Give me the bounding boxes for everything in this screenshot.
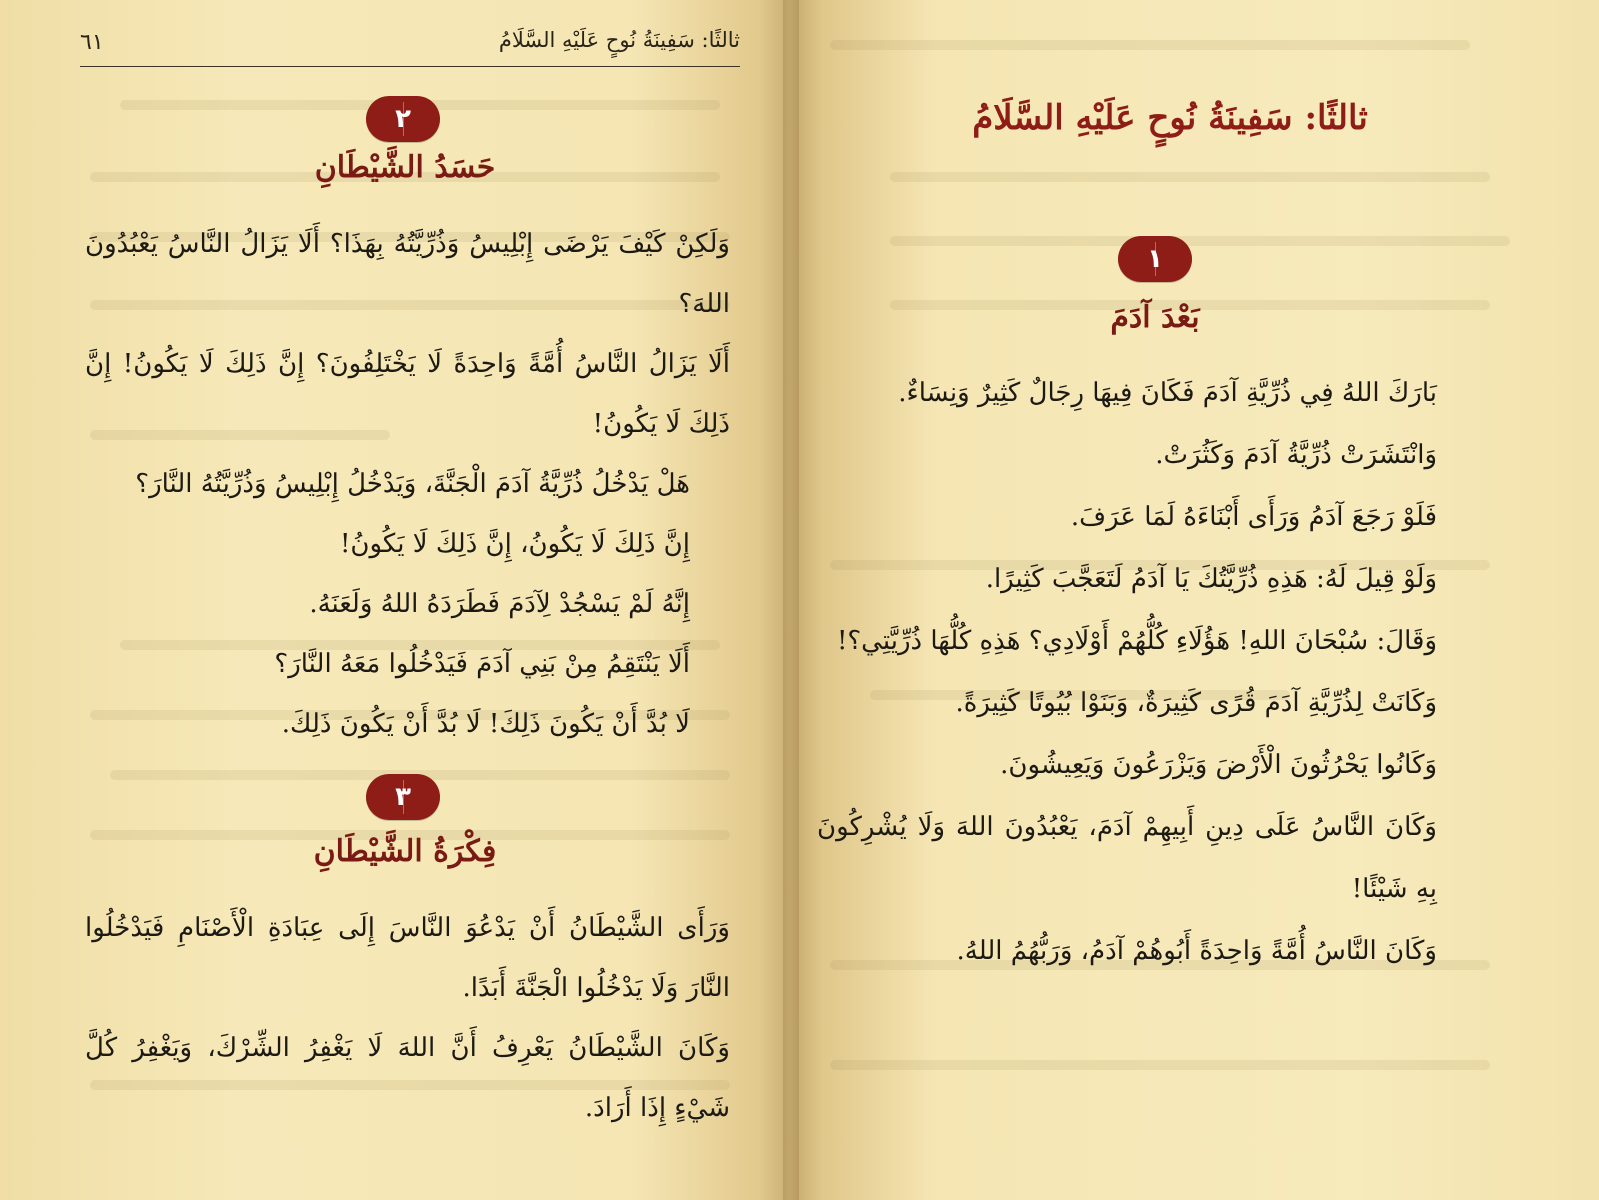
header-rule: [80, 66, 740, 67]
paragraph: لَا بُدَّ أَنْ يَكُونَ ذَلِكَ! لَا بُدَّ أَنْ يَكُونَ ذَلِكَ.: [281, 709, 690, 739]
paragraph: إِنَّ ذَلِكَ لَا يَكُونُ، إِنَّ ذَلِكَ لَا يَكُونُ!: [339, 529, 690, 559]
paragraph: وَلَوْ قِيلَ لَهُ: هَذِهِ ذُرِّيَّتُكَ يَا آدَمُ لَتَعَجَّبَ كَثِيرًا.: [985, 564, 1437, 594]
section-heading: بَعْدَ آدَمَ: [1110, 300, 1200, 335]
show-through-text: [830, 40, 1470, 50]
show-through-text: [830, 1060, 1490, 1070]
section-number-badge: ١: [1118, 236, 1192, 282]
paragraph: وَكَانَ النَّاسُ أُمَّةً وَاحِدَةً أَبُوهُمْ آدَمُ، وَرَبُّهُمُ اللهُ.: [956, 936, 1437, 966]
paragraph: هَلْ يَدْخُلُ ذُرِّيَّةُ آدَمَ الْجَنَّةَ، وَيَدْخُلُ إِبْلِيسُ وَذُرِّيَّتُهُ النَّارَ؟: [135, 469, 690, 499]
section-body: [85, 214, 730, 754]
paragraph: إِنَّهُ لَمْ يَسْجُدْ لِآدَمَ فَطَرَدَهُ اللهُ وَلَعَنَهُ.: [309, 589, 690, 619]
paragraph: فَلَوْ رَجَعَ آدَمُ وَرَأَى أَبْنَاءَهُ لَمَا عَرَفَ.: [1070, 502, 1437, 532]
right-page: [790, 0, 1599, 1200]
section-heading: حَسَدُ الشَّيْطَانِ: [314, 150, 496, 185]
paragraph: وَكَانُوا يَحْرُثُونَ الْأَرْضَ وَيَزْرَعُونَ وَيَعِيشُونَ.: [1000, 750, 1437, 780]
paragraph: وَلَكِنْ كَيْفَ يَرْضَى إِبْلِيسُ وَذُرِّيَّتُهُ بِهَذَا؟ أَلَا يَزَالُ النَّاسُ يَعْبُدُونَ اللهَ؟: [85, 229, 730, 319]
paragraph: أَلَا يَزَالُ النَّاسُ أُمَّةً وَاحِدَةً لَا يَخْتَلِفُونَ؟ إِنَّ ذَلِكَ لَا يَكُونُ! إِنَّ ذَلِكَ لَا يَكُونُ!: [85, 349, 730, 439]
paragraph: وَكَانَ النَّاسُ عَلَى دِينِ أَبِيهِمْ آدَمَ، يَعْبُدُونَ اللهَ وَلَا يُشْرِكُونَ بِهِ شَيْئًا!: [817, 812, 1437, 904]
left-page: [0, 0, 790, 1200]
paragraph: وَكَانَ الشَّيْطَانُ يَعْرِفُ أَنَّ اللهَ لَا يَغْفِرُ الشِّرْكَ، وَيَغْفِرُ كُلَّ شَيْءٍ إِذَا أَرَادَ.: [85, 1033, 730, 1123]
section-heading: فِكْرَةُ الشَّيْطَانِ: [313, 834, 497, 869]
paragraph: أَلَا يَنْتَقِمُ مِنْ بَنِي آدَمَ فَيَدْخُلُوا مَعَهُ النَّارَ؟: [274, 649, 690, 679]
running-head: [80, 28, 740, 62]
running-title: ثالثًا: سَفِينَةُ نُوحٍ عَلَيْهِ السَّلَامُ: [498, 28, 740, 52]
show-through-text: [890, 172, 1490, 182]
paragraph: وَانْتَشَرَتْ ذُرِّيَّةُ آدَمَ وَكَثُرَتْ.: [1155, 440, 1437, 470]
section-body: [817, 362, 1437, 982]
show-through-text: [890, 236, 1510, 246]
paragraph: وَقَالَ: سُبْحَانَ اللهِ! هَؤُلَاءِ كُلُّهُمْ أَوْلَادِي؟ هَذِهِ كُلُّهَا ذُرِّيَّتِي؟!: [836, 626, 1437, 656]
book-gutter: [783, 0, 799, 1200]
paragraph: وَرَأَى الشَّيْطَانُ أَنْ يَدْعُوَ النَّاسَ إِلَى عِبَادَةِ الْأَصْنَامِ فَيَدْخُلُوا النَّارَ وَلَا يَدْخُلُوا الْجَنَّةَ أَبَدًا.: [85, 913, 730, 1003]
paragraph: بَارَكَ اللهُ فِي ذُرِّيَّةِ آدَمَ فَكَانَ فِيهَا رِجَالٌ كَثِيرٌ وَنِسَاءٌ.: [898, 378, 1437, 408]
chapter-title: ثالثًا: سَفِينَةُ نُوحٍ عَلَيْهِ السَّلَامُ: [972, 98, 1368, 138]
section-number-badge: ٢: [366, 96, 440, 142]
paragraph: وَكَانَتْ لِذُرِّيَّةِ آدَمَ قُرًى كَثِيرَةٌ، وَبَنَوْا بُيُوتًا كَثِيرَةً.: [955, 688, 1437, 718]
section-number-badge: ٣: [366, 774, 440, 820]
page-number: ٦١: [80, 30, 104, 55]
section-body: [85, 898, 730, 1138]
